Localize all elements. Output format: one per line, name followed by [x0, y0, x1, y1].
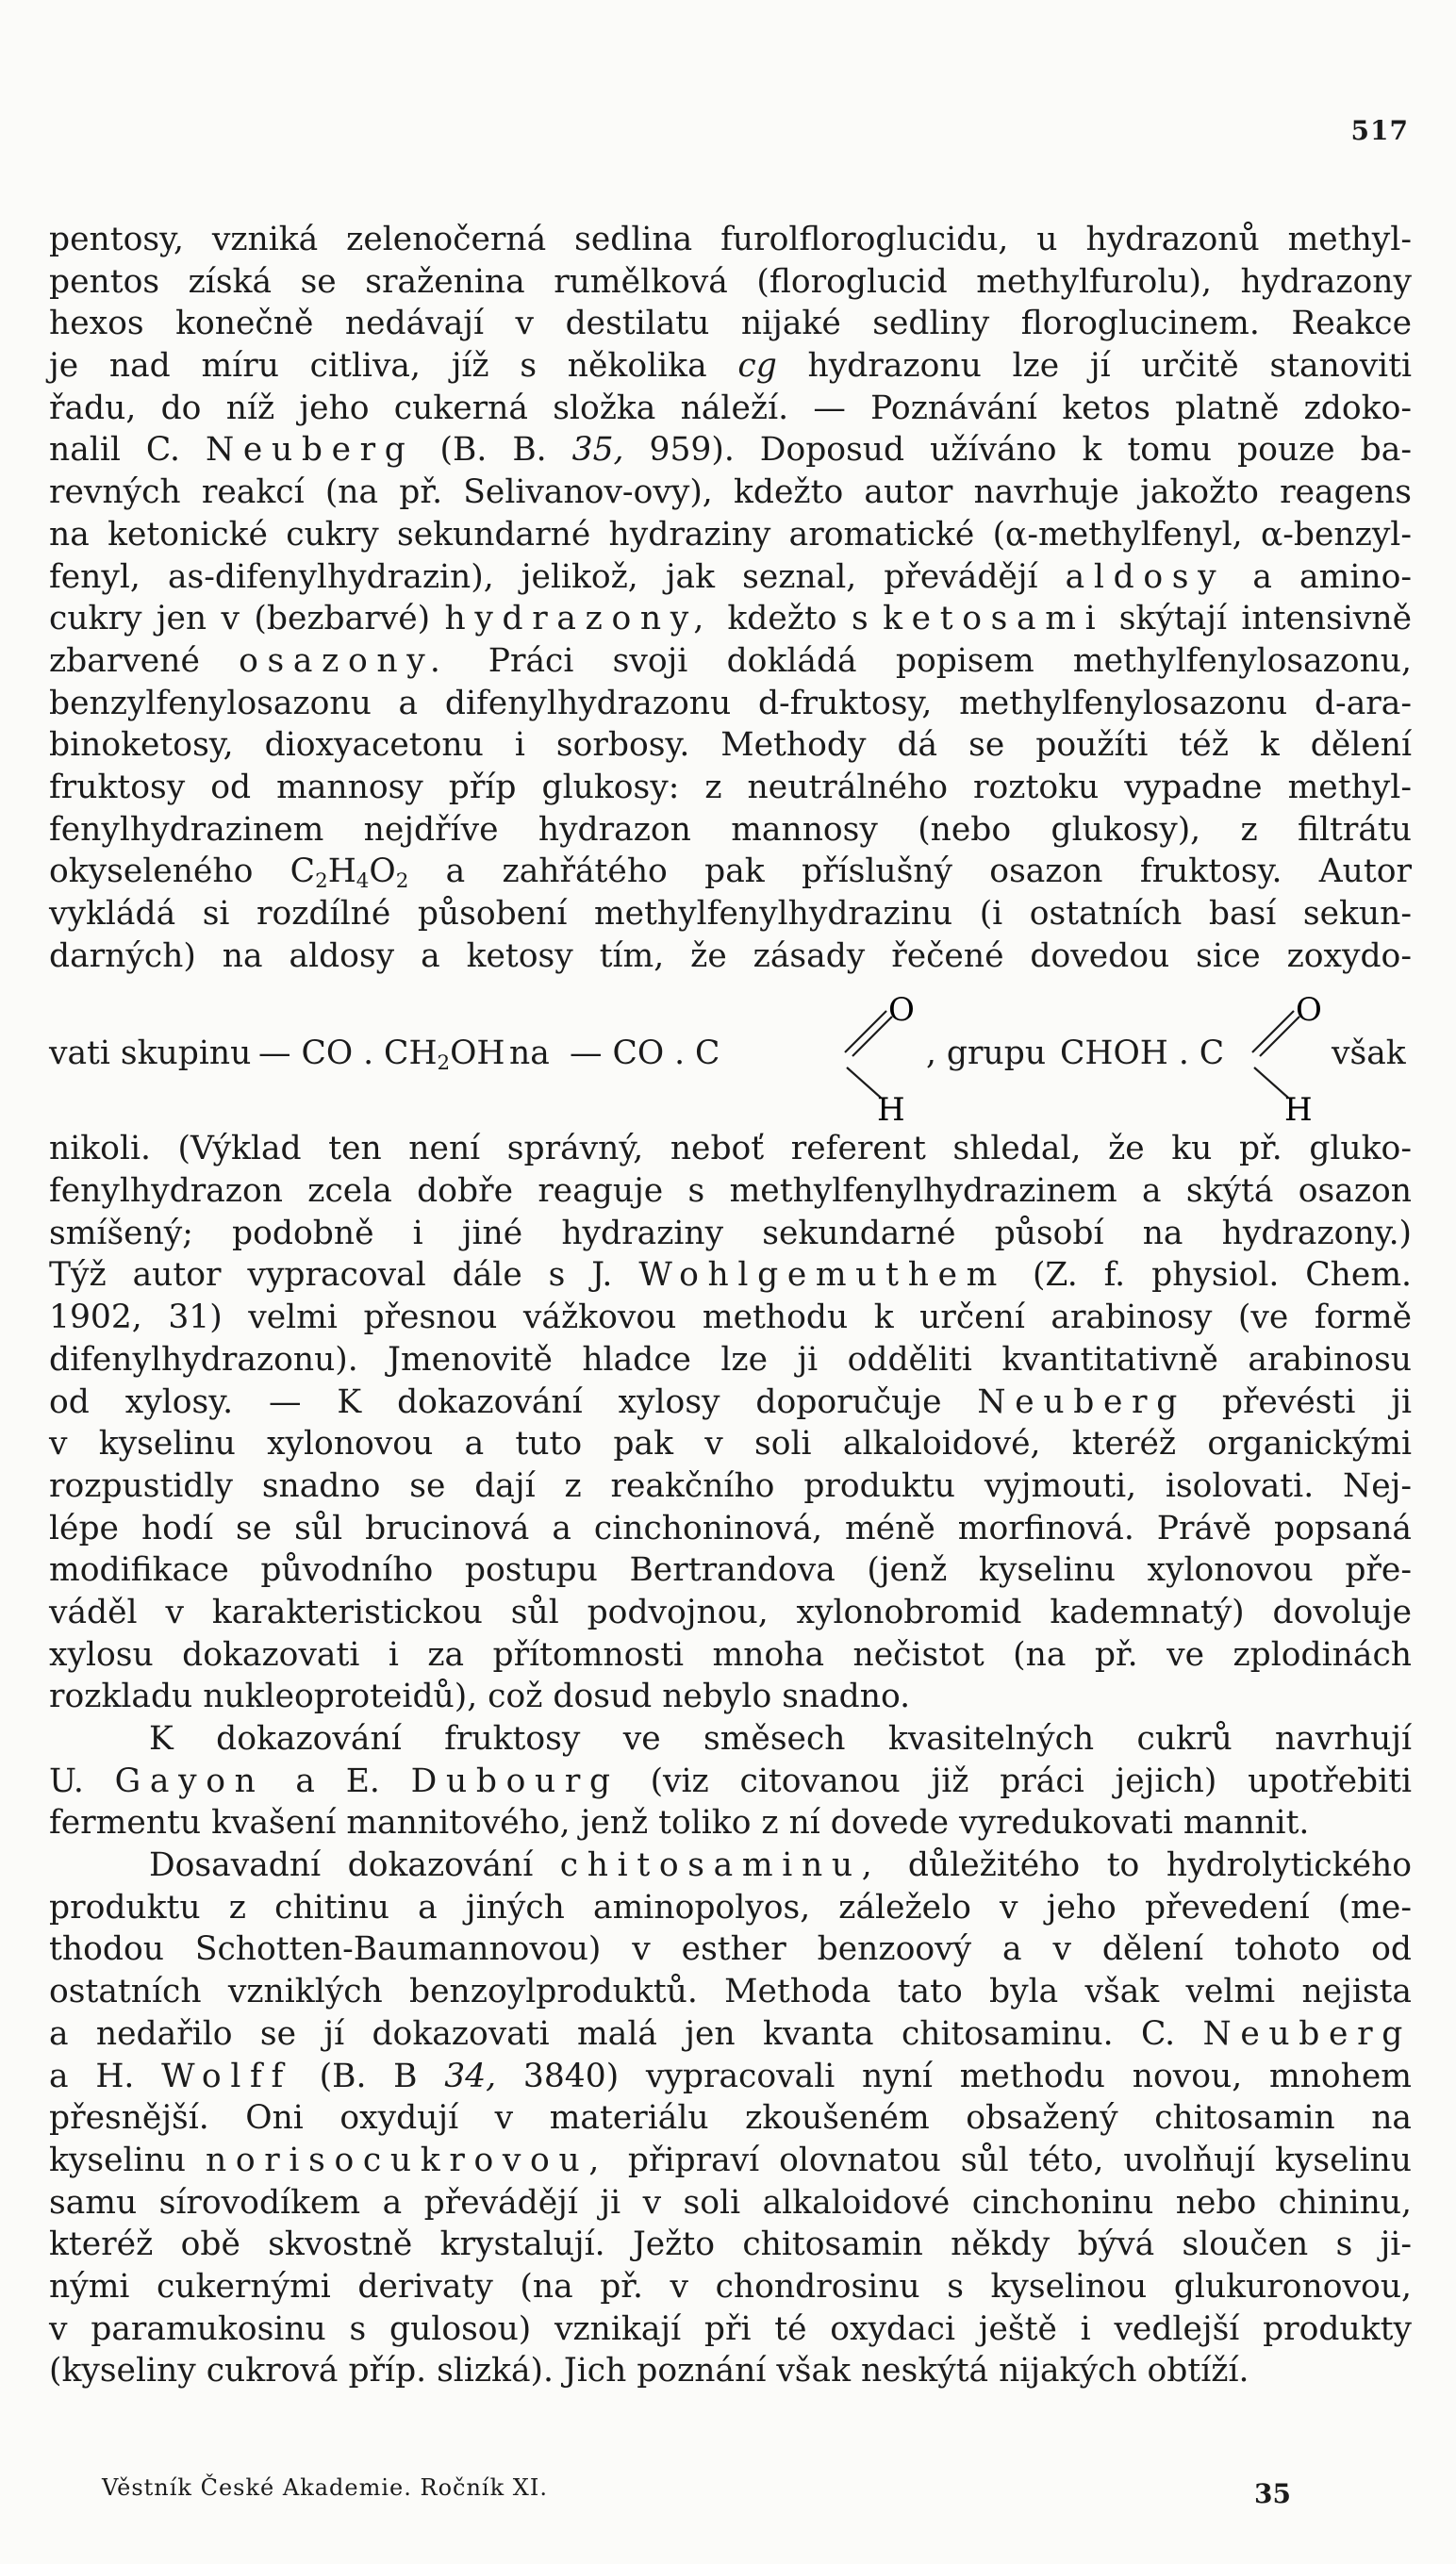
journal-footer: Věstník České Akademie. Ročník XI. [102, 2474, 548, 2501]
text-line [49, 1339, 1412, 1381]
spaced-name: Gayon [114, 1762, 265, 1800]
text-run: nikoli. (Výklad ten není správný, neboť referent shledal, že ku př. gluko- [49, 1130, 1412, 1168]
text-line [49, 429, 1412, 471]
text-run: kteréž obě skvostně krystalují. Ježto chitosamin někdy bývá sloučen s ji- [49, 2225, 1412, 2264]
text-run: fermentu kvašení mannitového, jenž toliko z ní dovede vyredukovati mannit. [49, 1804, 1310, 1843]
text-run: fenylhydrazinem nejdříve hydrazon mannosy (nebo glukosy), z filtrátu [49, 810, 1412, 849]
spaced-name: aldosy [1065, 557, 1226, 596]
text-run: důležitého to hydrolytického [881, 1846, 1412, 1885]
text-run: O [369, 852, 396, 891]
text-line [49, 1802, 1412, 1844]
text-run: (B. B. [414, 431, 572, 470]
text-line [49, 1297, 1412, 1339]
spaced-name: norisocukrovou, [205, 2141, 608, 2179]
text-run: od xylosy. — K dokazování xylosy doporučuje [49, 1382, 978, 1421]
text-run: difenylhydrazonu). Jmenovitě hladce lze ji odděliti kvantitativně arabinosu [49, 1340, 1412, 1379]
text-line [49, 809, 1412, 852]
text-line [49, 2013, 1412, 2056]
text-run: vykládá si rozdílné působení methylfenylhydrazinu (i ostatních basí sekun- [49, 895, 1412, 933]
spaced-name: Wolff [161, 2057, 292, 2095]
spaced-name: ketosami [883, 600, 1105, 638]
sheet-number: 35 [1254, 2478, 1291, 2509]
spaced-name: Dubourg [410, 1762, 620, 1800]
subscript: 2 [315, 869, 328, 894]
text-run: a zahřátého pak příslušný osazon fruktosy. Autor [408, 852, 1413, 891]
text-run: 959). Doposud užíváno k tomu pouze ba- [623, 431, 1412, 470]
oxygen-label-2: O [1296, 991, 1322, 1030]
text-run: řadu, do níž jeho cukerná složka náleží. — Poznávání ketos platně zdoko- [49, 389, 1412, 427]
formula-word-na: na [509, 1034, 550, 1073]
text-line [49, 556, 1412, 599]
text-line [49, 1508, 1412, 1550]
text-line [49, 1213, 1412, 1255]
text-run: pentos získá se sraženina rumělková (floroglucid methylfurolu), hydrazony [49, 262, 1412, 301]
text-run: kyselinu [49, 2141, 206, 2179]
text-run: 34, [444, 2057, 497, 2095]
text-line [49, 1170, 1412, 1213]
text-line [49, 1128, 1412, 1170]
text-line [49, 2182, 1412, 2225]
text-run: Týž autor vypracoval dále s J. [49, 1256, 639, 1295]
spaced-name: Neuberg [977, 1382, 1186, 1421]
spaced-name: Wohlgemuthem [638, 1256, 1007, 1295]
text-line [49, 1718, 1412, 1761]
aldehyde-group-2 [1252, 1011, 1299, 1098]
text-run: modifikace původního postupu Bertrandova (jenž kyselinu xylonovou pře- [49, 1551, 1412, 1590]
text-run: pentosy, vzniká zelenočerná sedlina furolfloroglucidu, u hydrazonů methyl- [49, 221, 1412, 258]
text-run: fenylhydrazon zcela dobře reaguje s methylfenylhydrazinem a skýtá osazon [49, 1172, 1412, 1211]
text-run: binoketosy, dioxyacetonu i sorbosy. Methody dá se použíti též k dělení [49, 726, 1412, 765]
text-run: (kyseliny cukrová příp. slizká). Jich poznání však neskýtá nijakých obtíží. [49, 2352, 1249, 2390]
text-run: připraví olovnatou sůl této, uvolňují kyselinu [608, 2141, 1412, 2179]
text-line [49, 2224, 1412, 2266]
text-run: fruktosy od mannosy příp glukosy: z neutrálného roztoku vypadne methyl- [49, 768, 1412, 806]
paragraph-block-2 [49, 1128, 1412, 2392]
text-run: K dokazování fruktosy ve směsech kvasitelných cukrů navrhují [149, 1720, 1412, 1758]
text-line [49, 1676, 1412, 1718]
text-run: samu sírovodíkem a převádějí ji v soli alkaloidové cinchoninu nebo chininu, [49, 2183, 1412, 2222]
text-run: okyseleného C [49, 852, 316, 891]
chemical-formula-line [49, 977, 1412, 1128]
text-run: Práci svoji dokládá popisem methylfenylosazonu, [449, 641, 1412, 680]
text-run: produktu z chitinu a jiných aminopolyos, záleželo v jeho převedení (me- [49, 1888, 1412, 1927]
text-run: skýtají intensivně [1104, 600, 1412, 638]
text-line [49, 1592, 1412, 1634]
text-run: cg [737, 347, 777, 386]
formula-group-ch2oh: — CO . $CH_2OH$ [258, 1034, 505, 1076]
subscript: 2 [395, 869, 409, 894]
spaced-name: Neuberg [1202, 2014, 1412, 2053]
text-line [49, 2097, 1412, 2140]
text-line [49, 2350, 1412, 2392]
text-run: Dosavadní dokazování [149, 1846, 560, 1885]
text-run: fenyl, as-difenylhydrazin), jelikož, jak seznal, převádějí [49, 557, 1066, 596]
oxygen-label-1: O [888, 991, 915, 1030]
text-run: 3840) vypracovali nyní methodu novou, mnohem [496, 2057, 1412, 2095]
text-run: je nad míru citliva, jíž s několika [49, 347, 738, 386]
text-run: v paramukosinu s gulosou) vznikají při té oxydaci ještě i vedlejší produkty [49, 2309, 1412, 2348]
hydrogen-label-1: H [877, 1091, 905, 1130]
text-line [49, 219, 1412, 261]
text-line [49, 1971, 1412, 2013]
text-run: lépe hodí se sůl brucinová a cinchoninová, méně morfinová. Právě popsaná [49, 1509, 1412, 1547]
text-line [49, 683, 1412, 725]
text-run: ostatních vzniklých benzoylproduktů. Methoda tato byla však velmi nejista [49, 1973, 1412, 2011]
aldehyde-group-1 [845, 1011, 892, 1098]
text-run: rozkladu nukleoproteidů), což dosud nebylo snadno. [49, 1678, 911, 1716]
text-run: a nedařilo se jí dokazovati malá jen kvanta chitosaminu. C. [49, 2014, 1203, 2053]
text-line [49, 640, 1412, 683]
text-line [49, 598, 1412, 640]
text-line [49, 514, 1412, 556]
text-line [49, 935, 1412, 978]
text-run: H [327, 852, 356, 891]
text-line [49, 1928, 1412, 1971]
text-line [49, 2056, 1412, 2098]
text-line [49, 1844, 1412, 1887]
text-line [49, 388, 1412, 430]
text-run: thodou Schotten-Baumannovou) v esther benzoový a v dělení tohoto od [49, 1930, 1412, 1969]
text-line [49, 471, 1412, 514]
text-run: hexos konečně nedávají v destilatu nijaké sedliny floroglucinem. Reakce [49, 305, 1412, 343]
text-run: revných reakcí (na př. Selivanov-ovy), kdežto autor navrhuje jakožto reagens [49, 473, 1412, 512]
text-line [49, 2266, 1412, 2308]
text-line [49, 851, 1412, 893]
spaced-name: osazony. [239, 641, 450, 680]
text-line [49, 2140, 1412, 2182]
text-run: a E. [264, 1762, 411, 1800]
text-run: přesnější. Oni oxydují v materiálu zkoušeném obsažený chitosamin na [49, 2099, 1412, 2138]
text-run: (Z. f. physiol. Chem. [1006, 1256, 1412, 1295]
formula-lead: vati skupinu [49, 1034, 252, 1073]
text-run: rozpustidly snadno se dají z reakčního produktu vyjmouti, isolovati. Nej- [49, 1466, 1412, 1505]
text-run: na ketonické cukry sekundarné hydraziny aromatické (α-methylfenyl, α-benzyl- [49, 515, 1412, 554]
text-line [49, 724, 1412, 767]
page-number: 517 [1350, 115, 1409, 146]
text-run: darných) na aldosy a ketosy tím, že zásady řečené dovedou sice zoxydo- [49, 936, 1412, 975]
text-line [49, 1381, 1412, 1424]
text-line [49, 1465, 1412, 1508]
aldehyde-bonds-diagram [49, 977, 1411, 1128]
text-line [49, 1761, 1412, 1803]
text-run: 1902, 31) velmi přesnou vážkovou methodu k určení arabinosy (ve formě [49, 1299, 1412, 1337]
text-run: váděl v karakteristickou sůl podvojnou, xylonobromid kademnatý) dovoluje [49, 1593, 1412, 1631]
text-line [49, 303, 1412, 345]
paragraph-block-1 [49, 219, 1412, 977]
subscript: 4 [356, 869, 370, 894]
text-run: smíšený; podobně i jiné hydraziny sekundarné působí na hydrazony.) [49, 1214, 1412, 1252]
text-line [49, 261, 1412, 304]
text-line [49, 345, 1412, 388]
formula-group-choh: CHOH . C [1060, 1034, 1225, 1073]
hydrogen-label-2: H [1284, 1091, 1313, 1130]
text-run: 35, [571, 431, 624, 470]
spaced-name: hydrazony, [444, 600, 713, 638]
text-run: a H. [49, 2057, 162, 2095]
text-line [49, 767, 1412, 809]
text-run: kdežto s [712, 600, 884, 638]
spaced-name: Neuberg [206, 431, 415, 470]
text-run: v kyselinu xylonovou a tuto pak v soli alkaloidové, kteréž organickými [49, 1425, 1412, 1464]
text-run: převésti ji [1185, 1382, 1412, 1421]
text-line [49, 1887, 1412, 1929]
text-line [49, 1423, 1412, 1465]
formula-separator: , grupu [926, 1034, 1047, 1073]
formula-tail: však [1332, 1034, 1406, 1073]
spaced-name: chitosaminu, [559, 1846, 882, 1885]
text-run: zbarvené [49, 641, 240, 680]
text-line [49, 893, 1412, 935]
text-run: nými cukernými derivaty (na př. v chondrosinu s kyselinou glukuronovou, [49, 2267, 1412, 2306]
text-run: cukry jen v (bezbarvé) [49, 600, 445, 638]
formula-group-cho-1: — CO . C [570, 1034, 720, 1073]
text-run: nalil C. [49, 431, 207, 470]
text-run: a amino- [1225, 557, 1413, 596]
text-line [49, 1634, 1412, 1677]
text-run: benzylfenylosazonu a difenylhydrazonu d-fruktosy, methylfenylosazonu d-ara- [49, 684, 1412, 722]
text-line [49, 1254, 1412, 1297]
text-run: (viz citovanou již práci jejich) upotřebiti [619, 1762, 1413, 1800]
text-run: hydrazonu lze jí určitě stanoviti [776, 347, 1412, 386]
text-run: (B. B [291, 2057, 445, 2095]
text-run: xylosu dokazovati i za přítomnosti mnoha nečistot (na př. ve zplodinách [49, 1635, 1412, 1674]
body-text [49, 219, 1412, 2392]
text-line [49, 1549, 1412, 1592]
text-run: U. [49, 1762, 115, 1800]
text-line [49, 2308, 1412, 2351]
